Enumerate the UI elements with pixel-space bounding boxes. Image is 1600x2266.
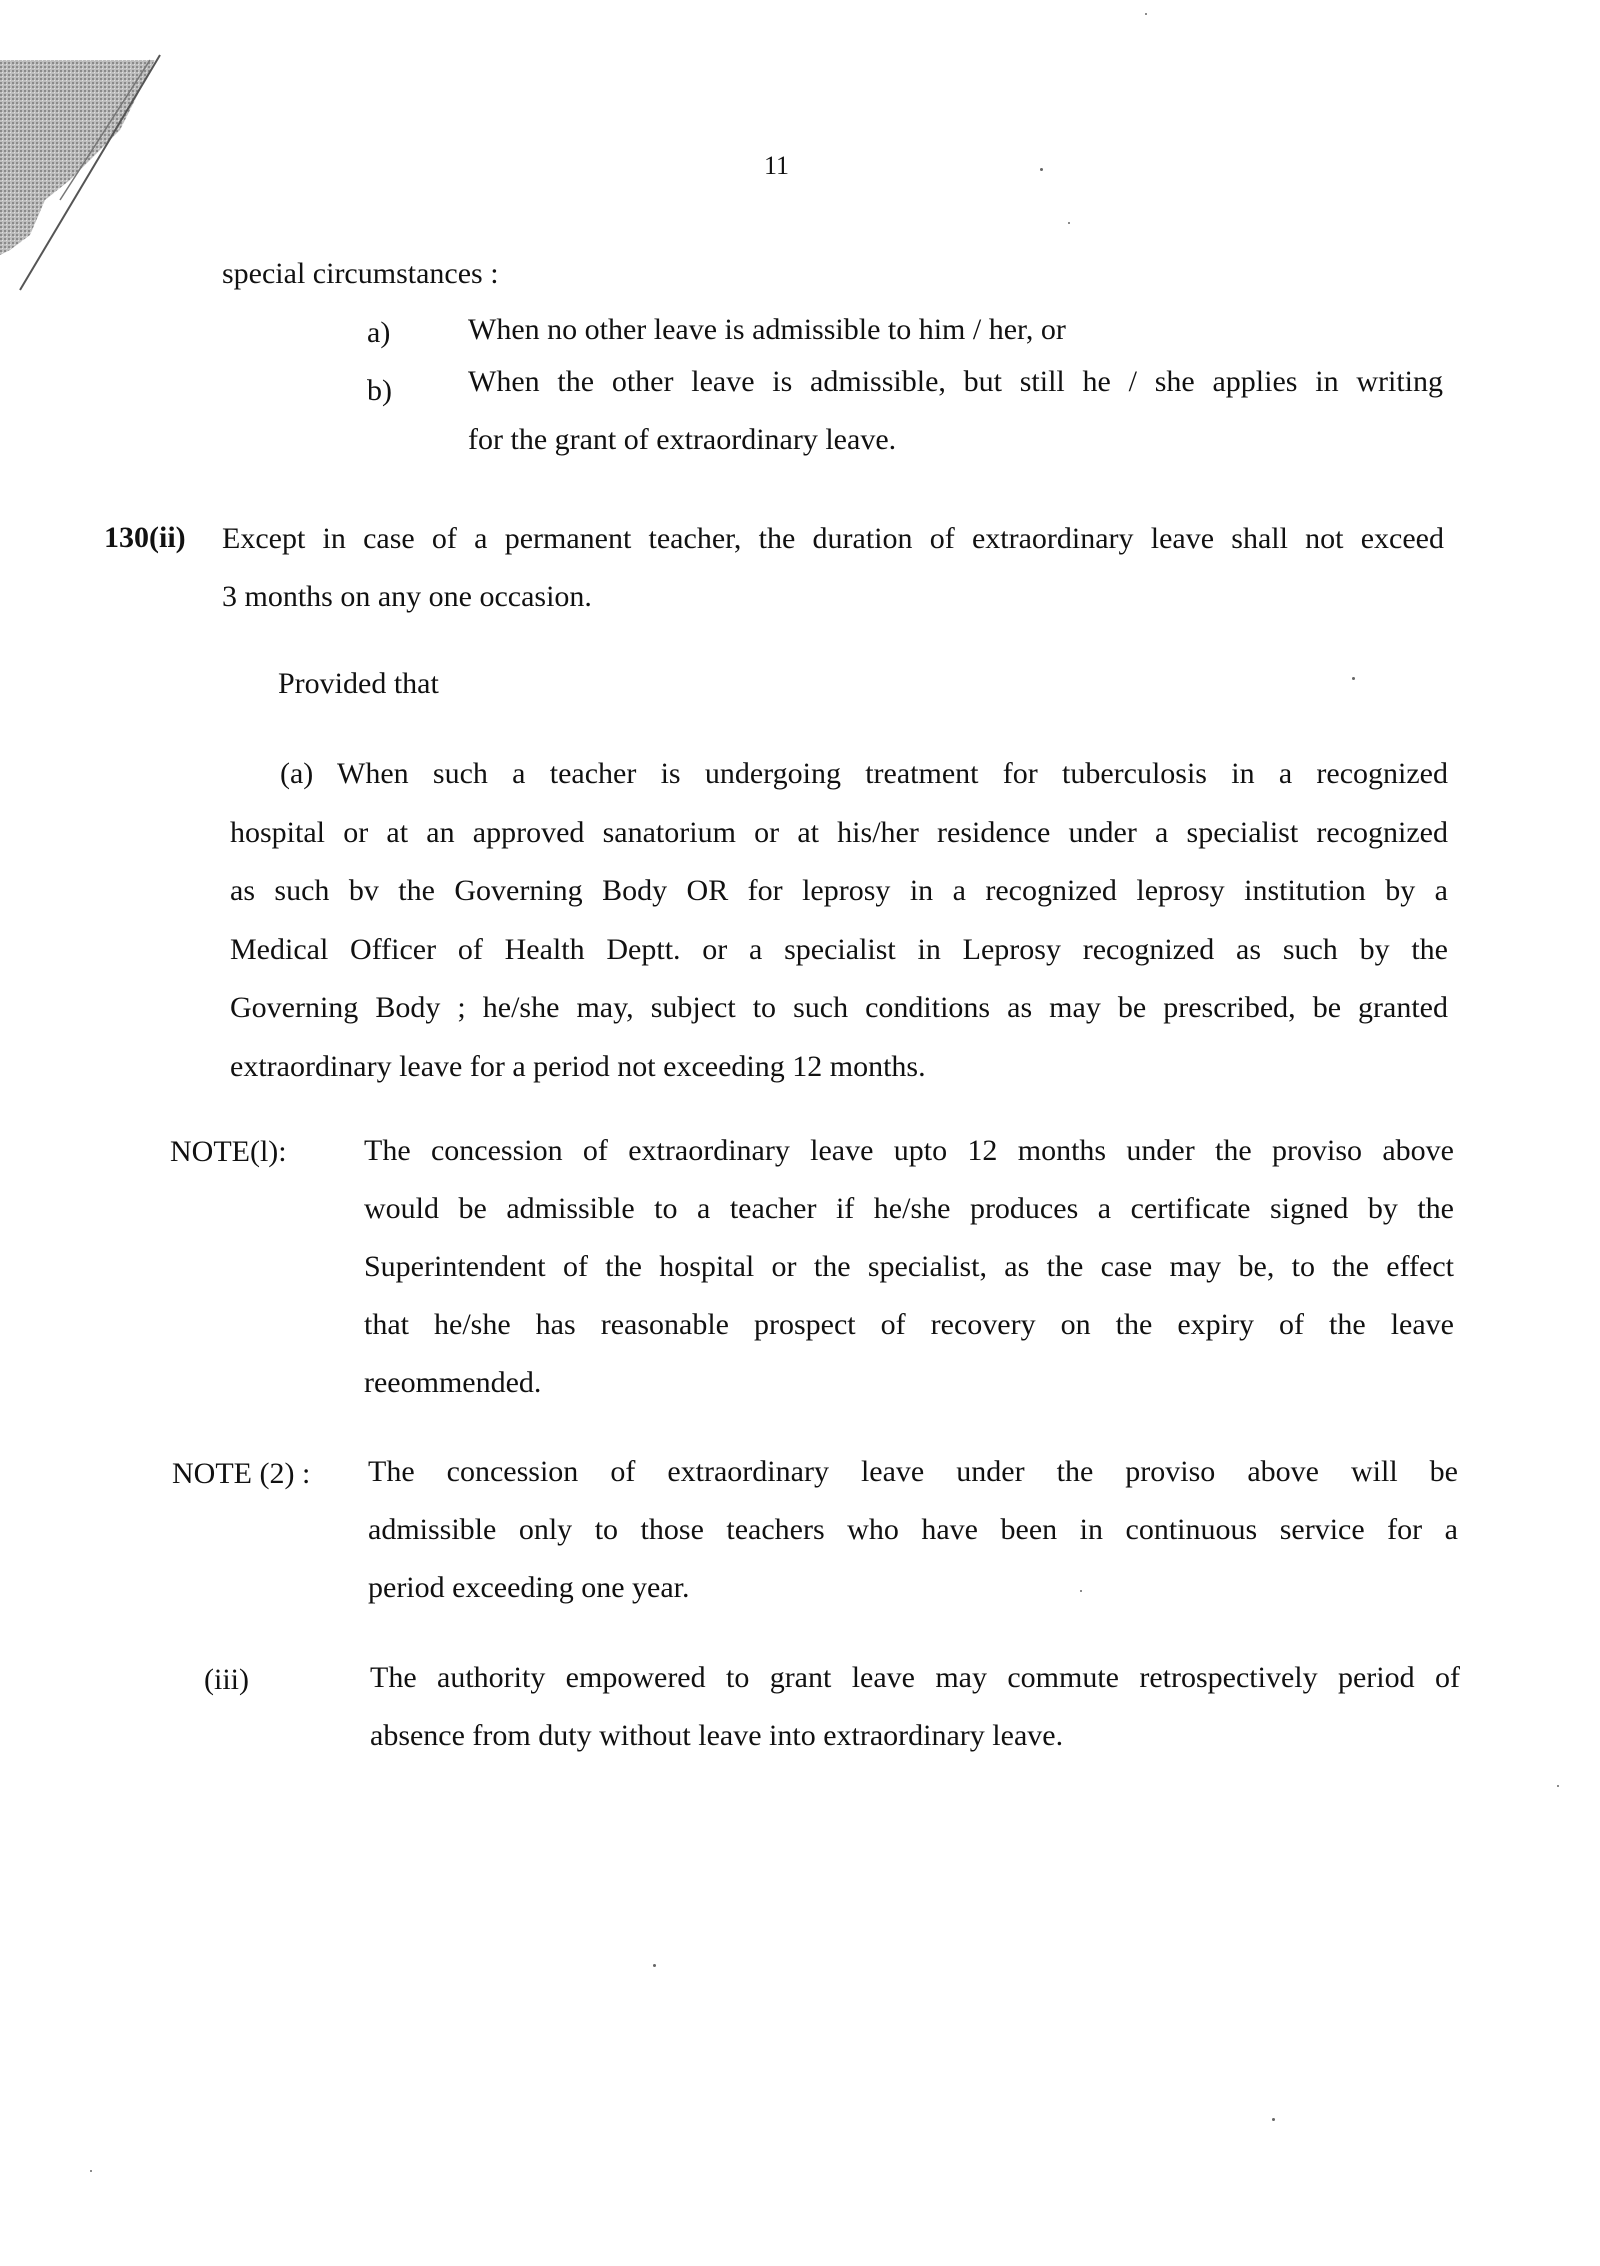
page-number: 11 [764,151,790,180]
scan-speck [653,1964,656,1967]
scan-speck [1068,222,1070,224]
note-2-paragraph: The concession of extraordinary leave under the proviso above will be admissible only to those teachers who have been in continuous service for a period exceeding one year. [368,1455,1458,1604]
scan-speck [1352,677,1355,680]
scan-speck [90,2170,92,2172]
scan-speck [1080,1590,1082,1592]
intro-text: special circumstances : [222,257,499,290]
scan-speck [1145,13,1147,15]
note-label: NOTE (2) : [172,1457,311,1490]
item-label: (iii) [204,1663,249,1696]
section-text: Except in case of a permanent teacher, the duration of extraordinary leave shall not exceed 3 months on any one occasion. [222,522,1444,613]
scan-speck [1557,1785,1559,1787]
item-iii-paragraph: The authority empowered to grant leave may commute retrospectively period of absence from duty without leave into extraordinary leave. [370,1661,1460,1752]
note-1-paragraph: The concession of extraordinary leave upto 12 months under the proviso above would be admissible to a teacher if he/she produces a certificate signed by the Superintendent of the hospital or the specialist, as the case may be, to the effect that he/she has reasonable prospect of recovery on the expiry of the leave reeommended. [364,1134,1454,1399]
section-number: 130(ii) [104,521,186,554]
scan-speck [1272,2118,1275,2121]
scan-speck [1040,168,1043,171]
note-label: NOTE(l): [170,1135,287,1168]
list-item-label: a) [367,316,391,349]
proviso-a-paragraph: (a) When such a teacher is undergoing treatment for tuberculosis in a recognized hospital or at an approved sanatorium or at his/her residence under a specialist recognized as such bv the Governing Body OR for leprosy in a recognized leprosy institution by a Medical Officer of Health Deptt. or a specialist in Leprosy recognized as such by the Governing Body ; he/she may, subject to such conditions as may be prescribed, be granted extraordinary leave for a period not exceeding 12 months. [230,757,1448,1083]
list-item-text: When no other leave is admissible to him / her, or [468,313,1066,346]
scan-corner-artifact [0,50,170,310]
list-item-text: When the other leave is admissible, but still he / she applies in writing for the grant of extraordinary leave. [468,365,1443,456]
list-item-label: b) [367,374,392,407]
proviso-heading: Provided that [278,667,439,700]
